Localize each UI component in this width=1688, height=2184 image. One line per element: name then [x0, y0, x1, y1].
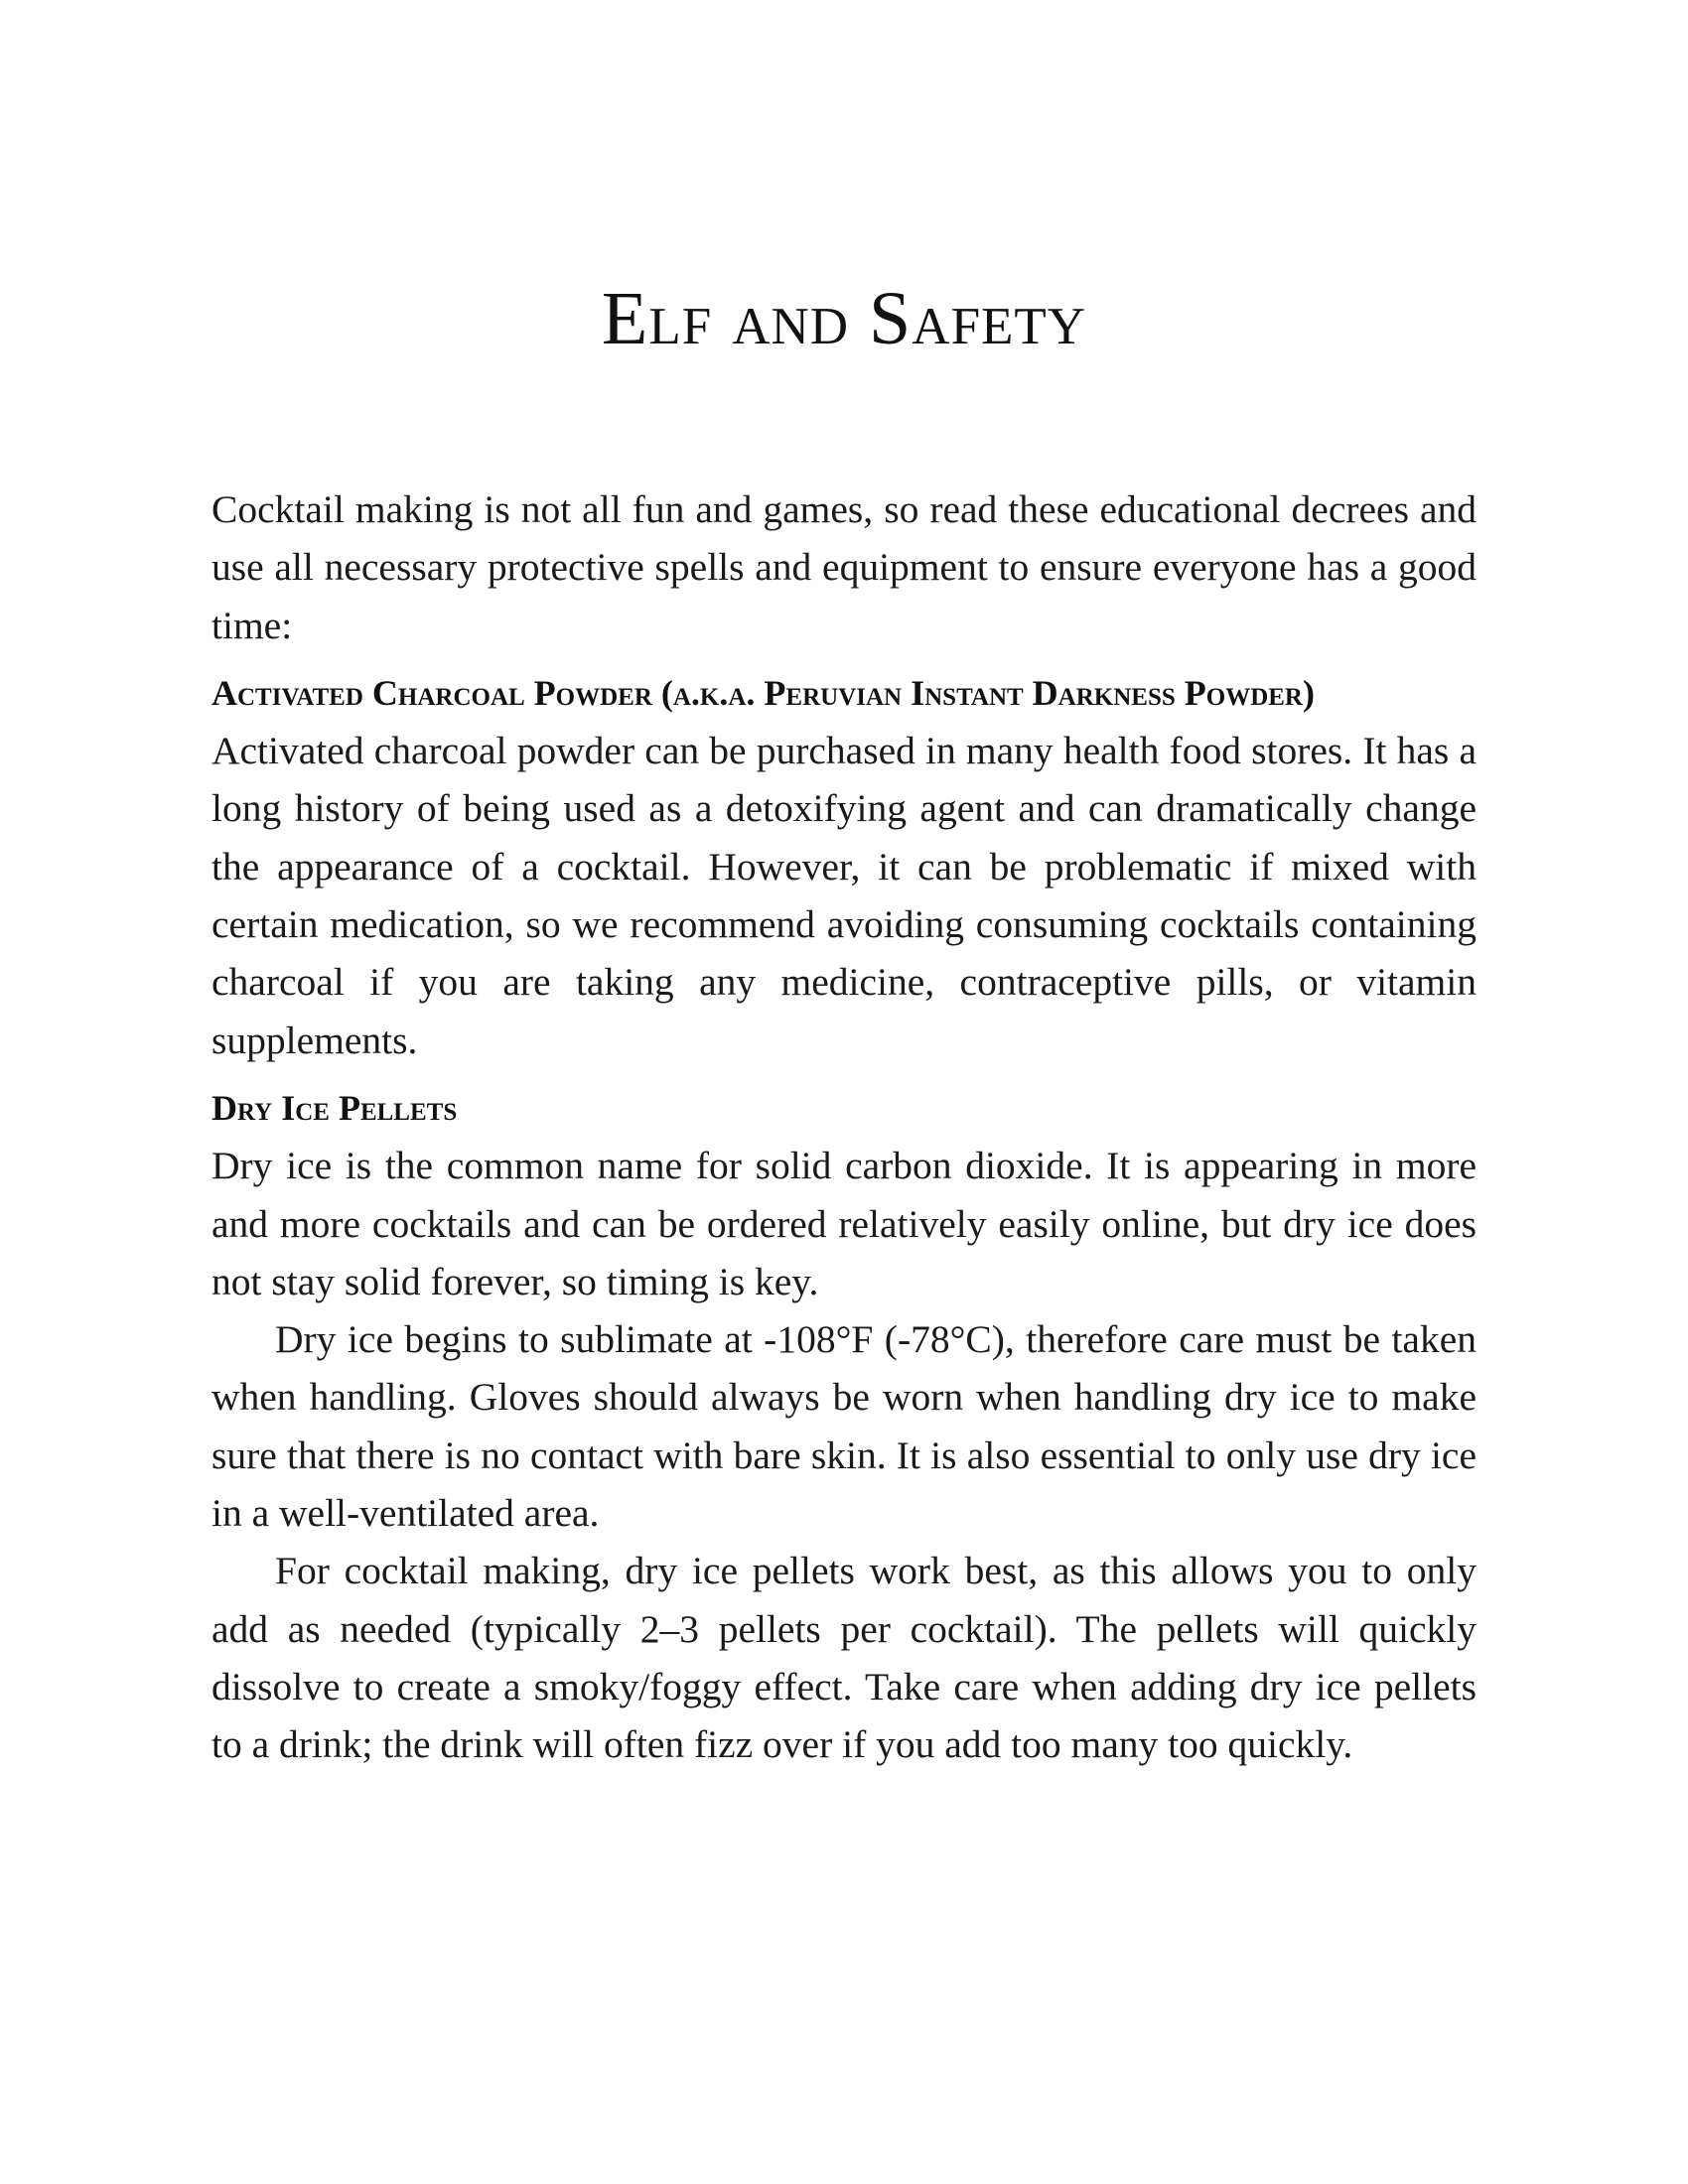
charcoal-paragraph: Activated charcoal powder can be purchased in many health food stores. It has a long history of being used as a detoxifying agent and can dramatically change the appearance of a cocktail. However, it can be problematic if mixed with certain medication, so we recommend avoiding consuming cocktails containing charcoal if you are taking any medicine, contraceptive pills, or vitamin supplements. — [211, 729, 1477, 1062]
section-heading-charcoal: Activated Charcoal Powder (a.k.a. Peruvian Instant Darkness Powder) — [211, 672, 1315, 713]
page-body — [211, 480, 1477, 1774]
dry-ice-paragraph-3: For cocktail making, dry ice pellets work best, as this allows you to only add as needed (typically 2–3 pellets per cocktail). The pellets will quickly dissolve to create a smoky/foggy effect. Take care when adding dry ice pellets to a drink; the drink will often fizz over if you add too many too quickly. — [211, 1549, 1477, 1767]
dry-ice-paragraph-2: Dry ice begins to sublimate at -108°F (-78°C), therefore care must be taken when handling. Gloves should always be worn when handling dry ice to make sure that there is no contact with bare skin. It is also essential to only use dry ice in a well-ventilated area. — [211, 1317, 1477, 1536]
page-title: Elf and Safety — [601, 277, 1087, 360]
intro-paragraph: Cocktail making is not all fun and games, so read these educational decrees and use all necessary protective spells and equipment to ensure everyone has a good time: — [211, 487, 1477, 647]
section-heading-dry-ice: Dry Ice Pellets — [211, 1087, 458, 1128]
dry-ice-paragraph-1: Dry ice is the common name for solid carbon dioxide. It is appearing in more and more cocktails and can be ordered relatively easily online, but dry ice does not stay solid forever, so timing is key. — [211, 1144, 1477, 1303]
